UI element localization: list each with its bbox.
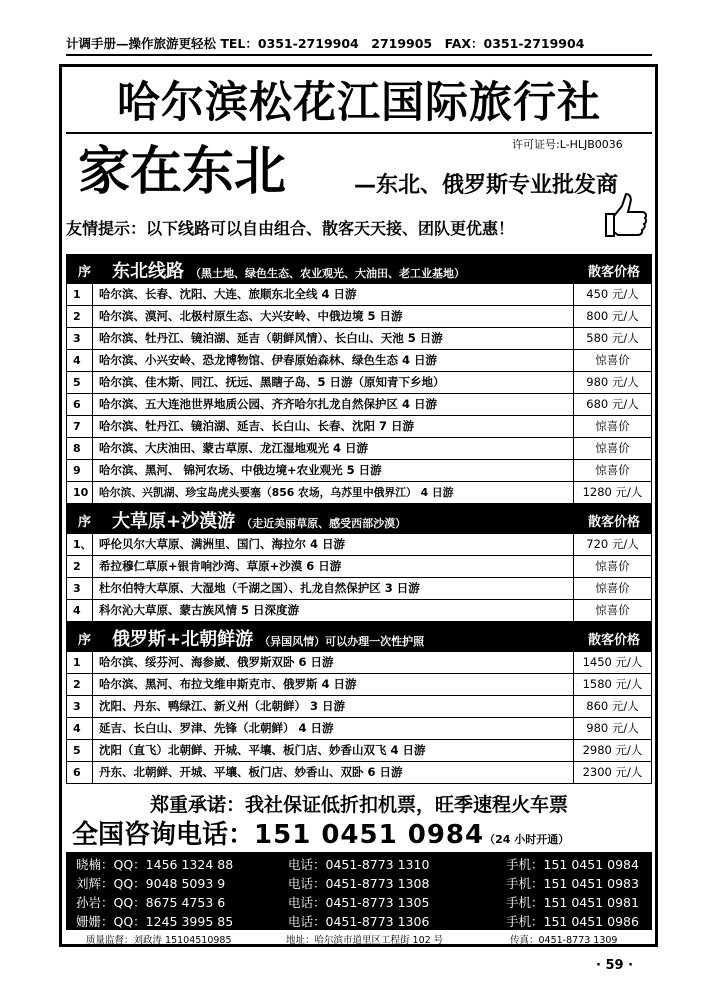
route-price: 2300 元/人 [573, 762, 651, 783]
section-note: （异国风情）可以办理一次性护照 [259, 635, 425, 648]
route-text: 杜尔伯特大草原、大湿地（千湖之国）、扎龙自然保护区 3 日游 [99, 581, 420, 595]
route-price: 1280 元/人 [573, 482, 651, 503]
route-number: 1 [67, 652, 93, 673]
route-text: 哈尔滨、黑河、布拉戈维申斯克市、俄罗斯 4 日游 [99, 677, 357, 691]
route-row [66, 718, 652, 740]
route-row [66, 762, 652, 784]
footer [66, 932, 652, 946]
route-number: 8 [67, 438, 93, 459]
route-row [66, 306, 652, 328]
route-price: 惊喜价 [573, 460, 651, 481]
route-row [66, 372, 652, 394]
route-number: 5 [67, 372, 93, 393]
section-northeast [66, 254, 652, 504]
route-number: 1 [67, 284, 93, 305]
contact-panel [66, 852, 652, 930]
seq-header: 序 [78, 515, 92, 530]
section-title: 俄罗斯+北朝鲜游 [112, 629, 254, 650]
route-text: 沈阳、丹东、鸭绿江、新义州（北朝鲜） 3 日游 [99, 699, 346, 713]
route-price: 惊喜价 [573, 578, 651, 599]
route-row [66, 556, 652, 578]
section-title: 东北线路 [112, 261, 184, 282]
page-number: · 59 · [596, 958, 634, 973]
route-row [66, 534, 652, 556]
thumbs-up-icon [600, 190, 648, 242]
route-number: 4 [67, 600, 93, 621]
contact-tel: 电话：0451-8773 1310 [288, 857, 430, 872]
contact-row [66, 855, 652, 874]
route-text: 丹东、北朝鲜、开城、平壤、板门店、妙香山、双卧 6 日游 [99, 765, 403, 779]
license-number: 许可证号:L-HLJB0036 [512, 138, 623, 151]
route-row [66, 578, 652, 600]
route-row [66, 740, 652, 762]
contact-qq: 孙岩：QQ：8675 4753 6 [76, 895, 226, 910]
route-text: 哈尔滨、小兴安岭、恐龙博物馆、伊春原始森林、绿色生态 4 日游 [99, 353, 438, 367]
hotline-label: 全国咨询电话： [72, 820, 255, 850]
contact-mobile: 手机：151 0451 0986 [506, 914, 639, 929]
route-row [66, 652, 652, 674]
contact-mobile: 手机：151 0451 0984 [506, 857, 639, 872]
route-text: 哈尔滨、牡丹江、镜泊湖、延吉、长白山、长春、沈阳 7 日游 [99, 419, 415, 433]
route-number: 2 [67, 556, 93, 577]
route-number: 3 [67, 578, 93, 599]
route-text: 哈尔滨、牡丹江、镜泊湖、延吉（朝鲜风情）、长白山、天池 5 日游 [99, 331, 443, 345]
route-row [66, 696, 652, 718]
route-number: 4 [67, 350, 93, 371]
contact-tel: 电话：0451-8773 1306 [288, 914, 430, 929]
route-price: 680 元/人 [573, 394, 651, 415]
agency-name: 哈尔滨松花江国际旅行社 [117, 78, 601, 128]
route-number: 2 [67, 674, 93, 695]
route-price: 惊喜价 [573, 416, 651, 437]
footer-address: 地址：哈尔滨市道里区工程街 102 号 [286, 935, 444, 946]
route-row [66, 482, 652, 504]
route-price: 450 元/人 [573, 284, 651, 305]
route-row [66, 394, 652, 416]
route-number: 1、 [67, 534, 93, 555]
seq-header: 序 [78, 633, 92, 648]
section-header [66, 254, 652, 284]
route-price: 860 元/人 [573, 696, 651, 717]
route-number: 3 [67, 328, 93, 349]
route-number: 6 [67, 762, 93, 783]
contact-qq: 刘辉：QQ：9048 5093 9 [76, 876, 226, 891]
route-row [66, 416, 652, 438]
route-price: 2980 元/人 [573, 740, 651, 761]
route-text: 哈尔滨、兴凯湖、珍宝岛虎头要塞（856 农场，乌苏里中俄界江） 4 日游 [99, 486, 454, 499]
contact-row [66, 893, 652, 912]
route-price: 惊喜价 [573, 438, 651, 459]
route-text: 科尔沁大草原、蒙古族风情 5 日深度游 [99, 603, 300, 617]
route-price: 980 元/人 [573, 372, 651, 393]
promise-banner: 郑重承诺：我社保证低折扣机票，旺季速程火车票 [149, 794, 568, 816]
route-price: 1450 元/人 [573, 652, 651, 673]
friendly-tip: 友情提示：以下线路可以自由组合、散客天天接、团队更优惠！ [66, 219, 515, 238]
route-number: 10 [67, 482, 93, 503]
route-row [66, 674, 652, 696]
route-text: 哈尔滨、漠河、北极村原生态、大兴安岭、中俄边境 5 日游 [99, 309, 403, 323]
route-text: 哈尔滨、佳木斯、同江、抚远、黑瞎子岛、5 日游（原知青下乡地） [99, 375, 445, 389]
route-number: 5 [67, 740, 93, 761]
price-header: 散客价格 [587, 633, 640, 648]
route-price: 惊喜价 [573, 556, 651, 577]
route-text: 哈尔滨、长春、沈阳、大连、旅顺东北全线 4 日游 [99, 287, 357, 301]
contact-mobile: 手机：151 0451 0983 [506, 876, 639, 891]
route-row [66, 600, 652, 622]
section-grassland [66, 504, 652, 622]
route-row [66, 460, 652, 482]
route-price: 1580 元/人 [573, 674, 651, 695]
price-header: 散客价格 [587, 265, 640, 280]
route-number: 2 [67, 306, 93, 327]
seq-header: 序 [78, 265, 92, 280]
route-number: 6 [67, 394, 93, 415]
contact-mobile: 手机：151 0451 0981 [506, 895, 639, 910]
route-row [66, 350, 652, 372]
section-header [66, 504, 652, 534]
route-price: 720 元/人 [573, 534, 651, 555]
route-text: 哈尔滨、五大连池世界地质公园、齐齐哈尔扎龙自然保护区 4 日游 [99, 397, 438, 411]
price-header: 散客价格 [587, 515, 640, 530]
contact-row [66, 912, 652, 931]
section-russia-korea [66, 622, 652, 784]
route-row [66, 328, 652, 350]
route-text: 希拉穆仁草原+银肯响沙湾、草原+沙漠 6 日游 [99, 559, 342, 573]
route-text: 哈尔滨、绥芬河、海参崴、俄罗斯双卧 6 日游 [99, 655, 334, 669]
route-text: 哈尔滨、大庆油田、蒙古草原、龙江湿地观光 4 日游 [99, 441, 369, 455]
section-note: （黑土地、绿色生态、农业观光、大油田、老工业基地） [190, 267, 465, 280]
title-divider [66, 132, 652, 134]
section-note: （走近美丽草原、感受西部沙漠） [241, 517, 407, 530]
contact-tel: 电话：0451-8773 1305 [288, 895, 430, 910]
route-number: 9 [67, 460, 93, 481]
route-price: 980 元/人 [573, 718, 651, 739]
route-number: 4 [67, 718, 93, 739]
slogan-main: 家在东北 [78, 142, 287, 202]
route-text: 呼伦贝尔大草原、满洲里、国门、海拉尔 4 日游 [99, 537, 346, 551]
route-price: 580 元/人 [573, 328, 651, 349]
hotline-number: 151 0451 0984 [254, 820, 485, 850]
section-title: 大草原+沙漠游 [112, 511, 236, 532]
contact-tel: 电话：0451-8773 1308 [288, 876, 430, 891]
route-price: 惊喜价 [573, 600, 651, 621]
route-number: 3 [67, 696, 93, 717]
slogan-sub: —东北、俄罗斯专业批发商 [354, 173, 619, 198]
contact-qq: 姗姗：QQ：1245 3995 85 [76, 914, 234, 929]
route-row [66, 284, 652, 306]
route-text: 延吉、长白山、罗津、先锋（北朝鲜） 4 日游 [99, 721, 334, 735]
route-row [66, 438, 652, 460]
route-text: 沈阳（直飞）北朝鲜、开城、平壤、板门店、妙香山双飞 4 日游 [99, 743, 426, 757]
contact-row [66, 874, 652, 893]
route-text: 哈尔滨、黑河、 锦河农场、中俄边境+农业观光 5 日游 [99, 463, 382, 477]
footer-supervisor: 质量监督：刘政涛 15104510985 [86, 935, 232, 946]
top-contact-bar: 计调手册—操作旅游更轻松 TEL：0351-2719904 2719905 FAX：0351-2719904 [66, 34, 652, 56]
section-header [66, 622, 652, 652]
route-price: 惊喜价 [573, 350, 651, 371]
route-price: 800 元/人 [573, 306, 651, 327]
hotline [72, 814, 569, 851]
footer-fax: 传真：0451-8773 1309 [510, 935, 618, 946]
hotline-hours: （24 小时开通） [484, 833, 570, 846]
contact-qq: 晓楠：QQ：1456 1324 88 [76, 857, 234, 872]
route-number: 7 [67, 416, 93, 437]
